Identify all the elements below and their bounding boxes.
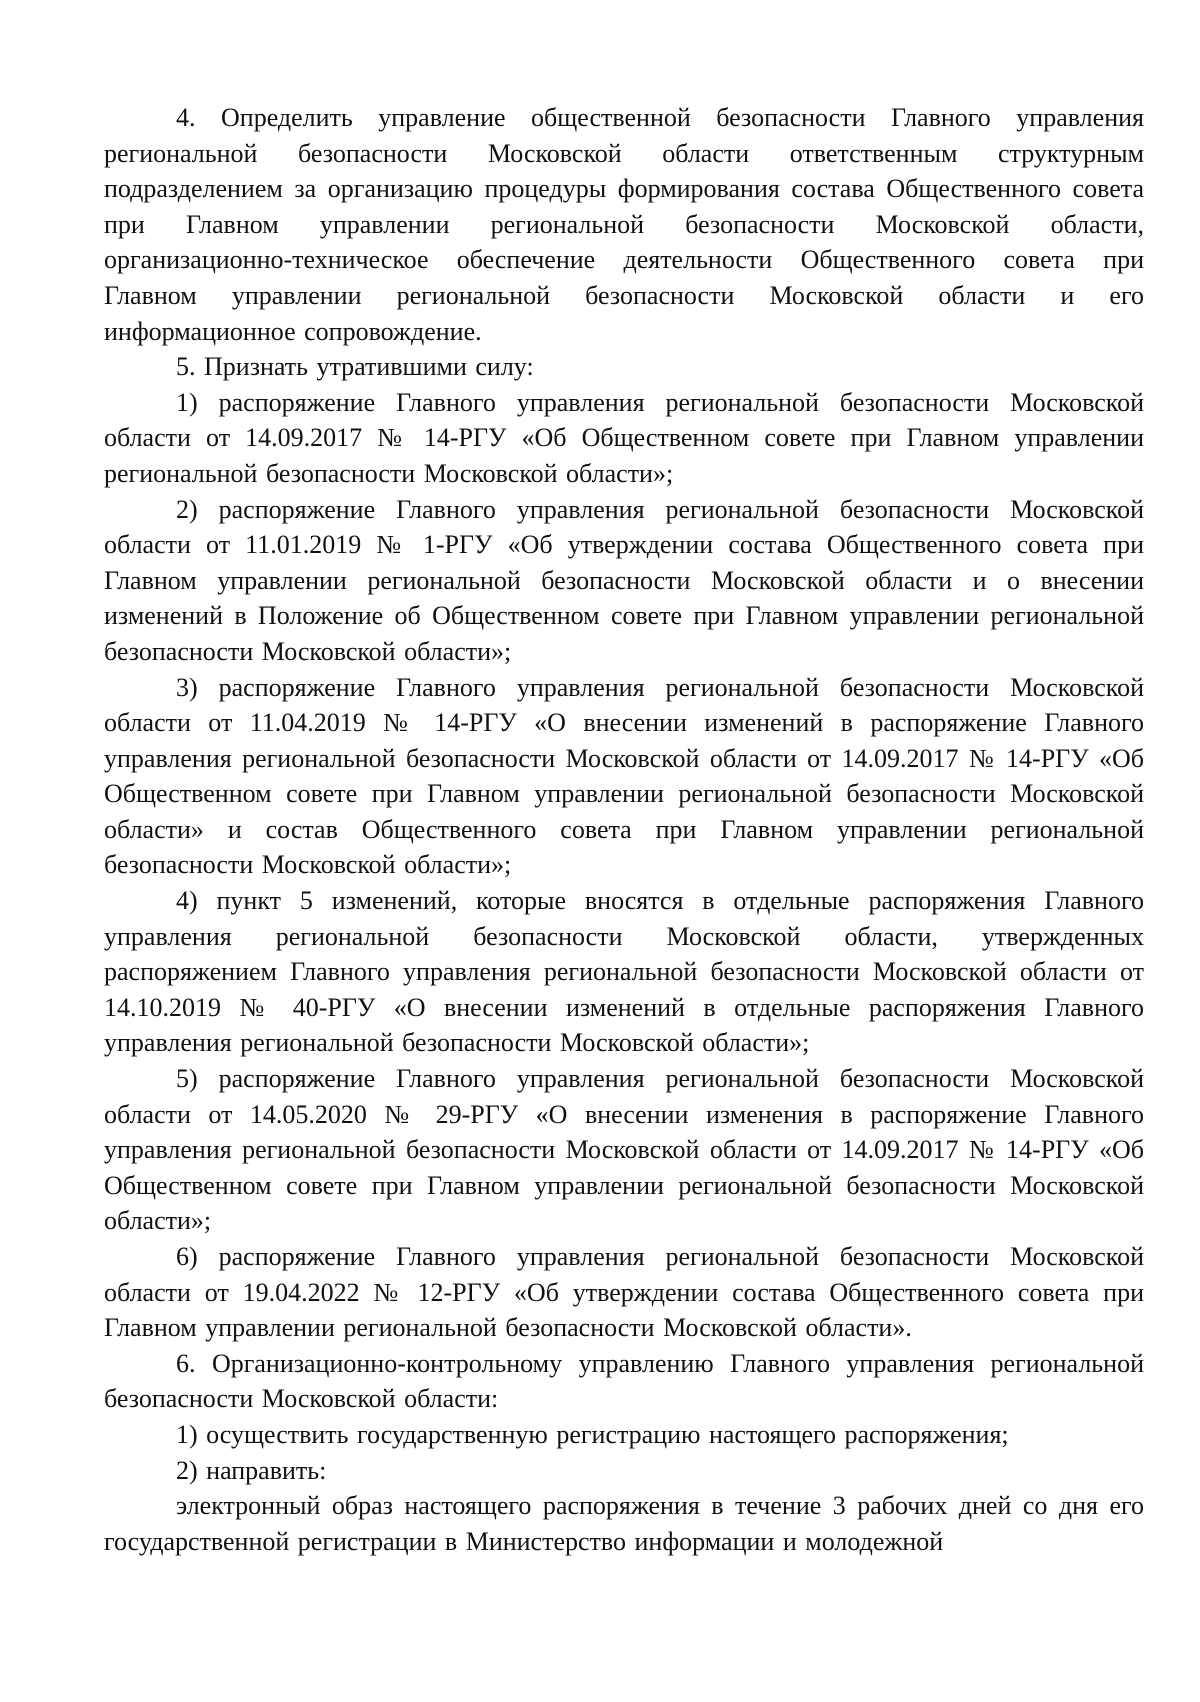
paragraph-subitem-5-1: 1) распоряжение Главного управления региональной безопасности Московской области от 14.09.2017 № 14-РГУ «Об Общественном совете при Главном управлении региональной безопасности Московской области»; (104, 387, 1144, 488)
paragraph-subitem-5-4: 4) пункт 5 изменений, которые вносятся в отдельные распоряжения Главного управления региональной безопасности Московской области, утвержденных распоряжением Главного управления региональной безопасности Московской области от 14.10.2019 № 40-РГУ «О внесении изменений в отдельные распоряжения Главного управления региональной безопасности Московской области»; (104, 886, 1144, 1058)
paragraph-subitem-6-1: 1) осуществить государственную регистрацию настоящего распоряжения; (176, 1419, 1009, 1449)
paragraph-subitem-6-2: 2) направить: (176, 1455, 327, 1485)
paragraph-subitem-5-6: 6) распоряжение Главного управления региональной безопасности Московской области от 19.04.2022 № 12-РГУ «Об утверждении состава Общественного совета при Главном управлении региональной безопасности Московской области». (104, 1242, 1144, 1343)
paragraph-continuation: электронный образ настоящего распоряжения в течение 3 рабочих дней со дня его государственной регистрации в Министерство информации и молодежной (104, 1491, 1144, 1556)
document-body (104, 100, 1144, 1559)
paragraph-item-4: 4. Определить управление общественной безопасности Главного управления региональной безопасности Московской области ответственным структурным подразделением за организацию процедуры формирования состава Общественного совета при Главном управлении региональной безопасности Московской области, организационно-техническое обеспечение деятельности Общественного совета при Главном управлении региональной безопасности Московской области и его информационное сопровождение. (104, 103, 1144, 346)
paragraph-item-6: 6. Организационно-контрольному управлению Главного управления региональной безопасности Московской области: (104, 1348, 1144, 1414)
paragraph-subitem-5-5: 5) распоряжение Главного управления региональной безопасности Московской области от 14.05.2020 № 29-РГУ «О внесении изменения в распоряжение Главного управления региональной безопасности Московской области от 14.09.2017 № 14-РГУ «Об Общественном совете при Главном управлении региональной безопасности Московской области»; (104, 1064, 1144, 1236)
paragraph-subitem-5-2: 2) распоряжение Главного управления региональной безопасности Московской области от 11.01.2019 № 1-РГУ «Об утверждении состава Общественного совета при Главном управлении региональной безопасности Московской области и о внесении изменений в Положение об Общественном совете при Главном управлении региональной безопасности Московской области»; (104, 494, 1144, 666)
paragraph-item-5: 5. Признать утратившими силу: (176, 352, 534, 382)
paragraph-subitem-5-3: 3) распоряжение Главного управления региональной безопасности Московской области от 11.04.2019 № 14-РГУ «О внесении изменений в распоряжение Главного управления региональной безопасности Московской области от 14.09.2017 № 14-РГУ «Об Общественном совете при Главном управлении региональной безопасности Московской области» и состав Общественного совета при Главном управлении региональной безопасности Московской области»; (104, 672, 1144, 880)
